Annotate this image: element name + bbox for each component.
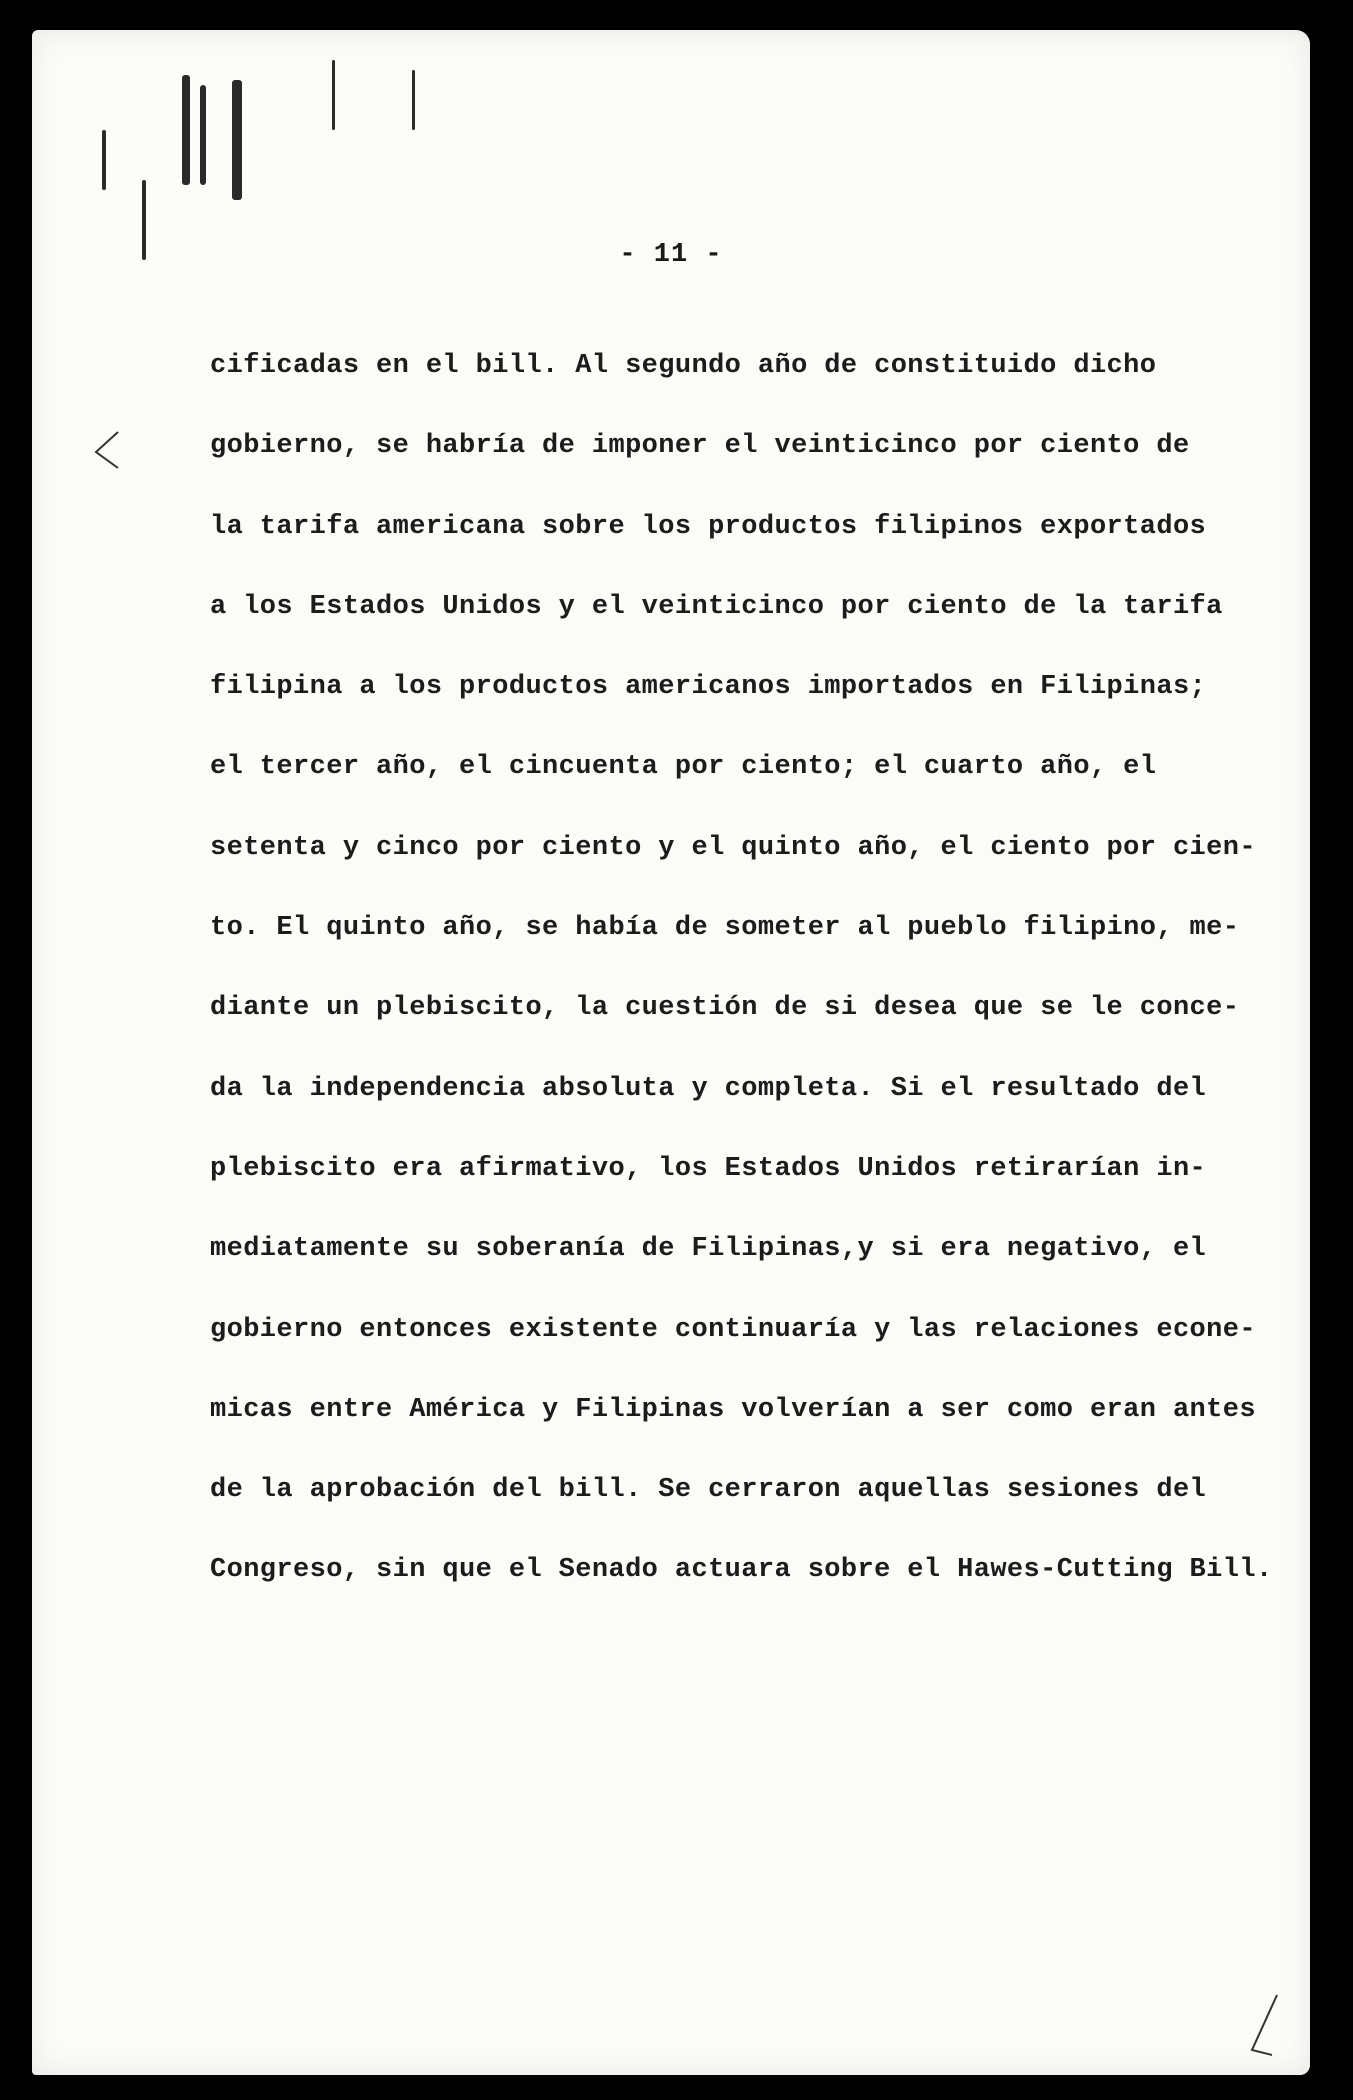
text-line: a los Estados Unidos y el veinticinco por ciento de la tarifa bbox=[210, 591, 1223, 622]
text-line: filipina a los productos americanos importados en Filipinas; bbox=[210, 672, 1207, 703]
text-line: el tercer año, el cincuenta por ciento; el cuarto año, el bbox=[210, 752, 1157, 783]
text-line: micas entre América y Filipinas volverían a ser como eran antes bbox=[210, 1394, 1256, 1425]
text-line: de la aprobación del bill. Se cerraron aquellas sesiones del bbox=[210, 1475, 1207, 1506]
scan-mark bbox=[232, 80, 242, 200]
text-line: gobierno, se habría de imponer el veinticinco por ciento de bbox=[210, 431, 1190, 462]
document-page bbox=[32, 30, 1310, 2075]
text-line: cificadas en el bill. Al segundo año de constituido dicho bbox=[210, 351, 1157, 381]
scan-mark bbox=[102, 130, 106, 190]
text-line: diante un plebiscito, la cuestión de si desea que se le conce- bbox=[210, 993, 1240, 1024]
scan-mark bbox=[412, 70, 415, 130]
text-line: gobierno entonces existente continuaría y las relaciones econe- bbox=[210, 1314, 1256, 1345]
body-paragraph bbox=[210, 326, 1273, 1611]
text-line: mediatamente su soberanía de Filipinas,y si era negativo, el bbox=[210, 1234, 1207, 1265]
scan-mark bbox=[200, 85, 206, 185]
text-line: plebiscito era afirmativo, los Estados Unidos retirarían in- bbox=[210, 1153, 1207, 1184]
page-number: - 11 - bbox=[619, 240, 723, 270]
text-line: to. El quinto año, se había de someter al pueblo filipino, me- bbox=[210, 913, 1240, 944]
corner-mark bbox=[1242, 1990, 1282, 2060]
text-line: Congreso, sin que el Senado actuara sobre el Hawes-Cutting Bill. bbox=[210, 1555, 1273, 1586]
text-line: setenta y cinco por ciento y el quinto año, el ciento por cien- bbox=[210, 832, 1256, 863]
margin-bracket-mark bbox=[88, 430, 128, 470]
scan-mark bbox=[182, 75, 190, 185]
text-line: da la independencia absoluta y completa. Si el resultado del bbox=[210, 1073, 1207, 1104]
text-line: la tarifa americana sobre los productos filipinos exportados bbox=[210, 511, 1207, 542]
scan-mark bbox=[332, 60, 335, 130]
